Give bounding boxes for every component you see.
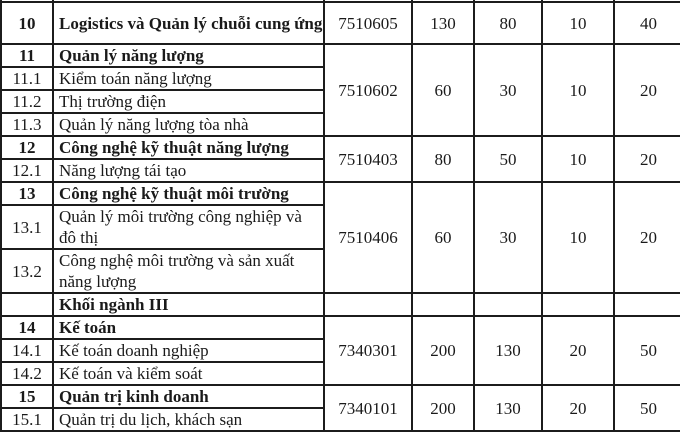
- quota-total: 200: [412, 385, 474, 431]
- quota-total: 130: [412, 2, 474, 44]
- major-name: Thị trường điện: [53, 90, 324, 113]
- quota-col2: 50: [474, 136, 542, 182]
- major-name: Kế toán doanh nghiệp: [53, 339, 324, 362]
- table-row: [1, 182, 680, 205]
- major-name: Quản trị du lịch, khách sạn: [53, 408, 324, 431]
- major-name: Công nghệ kỹ thuật năng lượng: [53, 136, 324, 159]
- quota-col2: 30: [474, 44, 542, 136]
- quota-total: 200: [412, 316, 474, 385]
- table-row: [1, 316, 680, 339]
- quota-col2: 30: [474, 182, 542, 293]
- major-name: Logistics và Quản lý chuỗi cung ứng: [53, 2, 324, 44]
- section-header-row: [1, 293, 680, 316]
- table-row: [1, 2, 680, 44]
- quota-col4: 20: [614, 44, 680, 136]
- row-number: 11: [1, 44, 53, 67]
- major-code: 7340301: [324, 316, 412, 385]
- row-number: 12: [1, 136, 53, 159]
- row-number: 15.1: [1, 408, 53, 431]
- major-name: Kế toán và kiểm soát: [53, 362, 324, 385]
- quota-total: 80: [412, 136, 474, 182]
- major-code: 7510403: [324, 136, 412, 182]
- quota-col3: 10: [542, 44, 614, 136]
- table-row: [1, 385, 680, 408]
- major-code: 7510406: [324, 182, 412, 293]
- quota-col4: 50: [614, 385, 680, 431]
- row-number: 11.3: [1, 113, 53, 136]
- row-number: 11.1: [1, 67, 53, 90]
- major-name: Quản lý môi trường công nghiệp và đô thị: [53, 205, 324, 249]
- row-number: 14: [1, 316, 53, 339]
- table-row: [1, 136, 680, 159]
- row-number: 14.2: [1, 362, 53, 385]
- quota-col2: 130: [474, 385, 542, 431]
- row-number: 13.1: [1, 205, 53, 249]
- section-title: Khối ngành III: [53, 293, 324, 316]
- row-number: 11.2: [1, 90, 53, 113]
- row-number: 15: [1, 385, 53, 408]
- row-number: 10: [1, 2, 53, 44]
- row-number: 12.1: [1, 159, 53, 182]
- quota-col3: 10: [542, 2, 614, 44]
- row-number: 14.1: [1, 339, 53, 362]
- quota-col4: 40: [614, 2, 680, 44]
- row-number: 13.2: [1, 249, 53, 293]
- quota-col4: 50: [614, 316, 680, 385]
- major-code: 7510602: [324, 44, 412, 136]
- quota-col3: 10: [542, 136, 614, 182]
- major-name: Năng lượng tái tạo: [53, 159, 324, 182]
- quota-col3: 10: [542, 182, 614, 293]
- quota-col2: 130: [474, 316, 542, 385]
- row-number: [1, 293, 53, 316]
- row-number: 13: [1, 182, 53, 205]
- major-name: Quản lý năng lượng tòa nhà: [53, 113, 324, 136]
- quota-total: 60: [412, 182, 474, 293]
- major-code: 7510605: [324, 2, 412, 44]
- major-name: Công nghệ kỹ thuật môi trường: [53, 182, 324, 205]
- major-name: Quản trị kinh doanh: [53, 385, 324, 408]
- table-row: [1, 44, 680, 67]
- quota-col2: 80: [474, 2, 542, 44]
- major-name: Quản lý năng lượng: [53, 44, 324, 67]
- quota-col4: 20: [614, 182, 680, 293]
- major-code: 7340101: [324, 385, 412, 431]
- major-name: Kế toán: [53, 316, 324, 339]
- major-name: Kiểm toán năng lượng: [53, 67, 324, 90]
- quota-col3: 20: [542, 316, 614, 385]
- major-name: Công nghệ môi trường và sản xuất năng lượng: [53, 249, 324, 293]
- quota-col4: 20: [614, 136, 680, 182]
- quota-total: 60: [412, 44, 474, 136]
- quota-col3: 20: [542, 385, 614, 431]
